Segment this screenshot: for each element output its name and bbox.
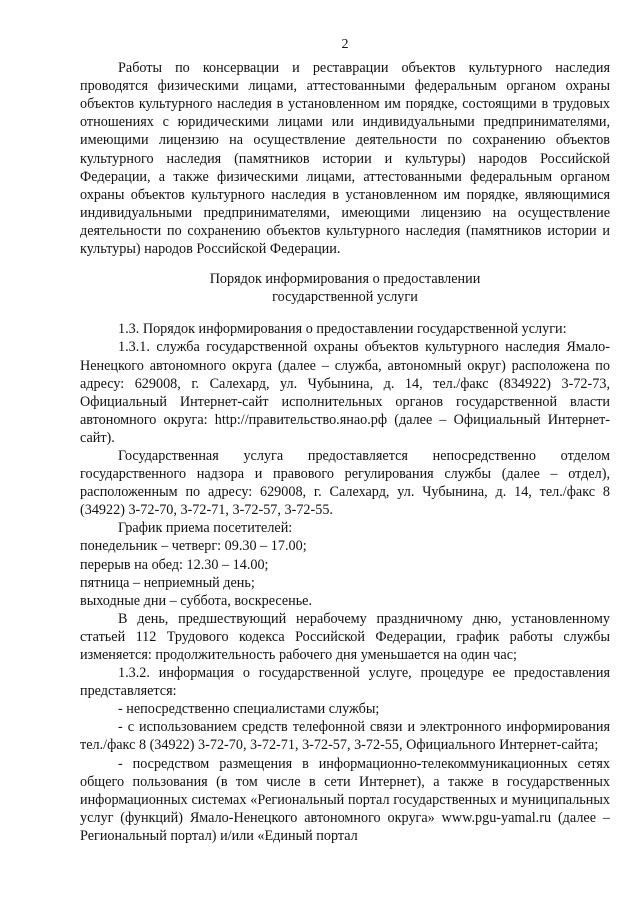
- visitor-schedule: [80, 519, 610, 609]
- page-number: 2: [341, 37, 349, 52]
- holiday-paragraph: В день, предшествующий нерабочему праздничному дню, установленному статьей 112 Трудового кодекса Российской Федерации, график работы службы изменяется: продолжительность рабочего дня уменьшается на один час;: [80, 610, 610, 663]
- item-1-3-1: 1.3.1. служба государственной охраны объектов культурного наследия Ямало-Ненецкого автономного округа (далее – служба, автономный округ) расположена по адресу: 629008, г. Салехард, ул. Чубынина, д. 14, тел./факс (834922) 3-72-73, Официальный Интернет-сайт исполнительных органов государственной власти автономного округа: http://правительство.янао.рф (далее – Официальный Интернет-сайт).: [80, 339, 610, 446]
- list-item: - с использованием средств телефонной связи и электронного информирования тел./факс 8 (34922) 3-72-70, 3-72-71, 3-72-57, 3-72-55, Официального Интернет-сайта;: [80, 719, 610, 754]
- schedule-line: выходные дни – суббота, воскресенье.: [80, 592, 313, 609]
- schedule-title: График приема посетителей:: [118, 520, 293, 537]
- schedule-line: перерыв на обед: 12.30 – 14.00;: [80, 556, 269, 573]
- item-1-3: 1.3. Порядок информирования о предоставлении государственной услуги:: [118, 321, 567, 338]
- schedule-line: пятница – неприемный день;: [80, 574, 255, 591]
- section-heading: [80, 270, 610, 306]
- info-channels-list: [80, 700, 610, 845]
- intro-paragraph: Работы по консервации и реставрации объектов культурного наследия проводятся физическими лицами, аттестованными федеральным органом охраны объектов культурного наследия в установленном им порядке, состоящими в трудовых отношениях с юридическими лицами или индивидуальными предпринимателями, имеющими лицензию на осуществление деятельности по сохранению объектов культурного наследия (памятников истории и культуры) народов Российской Федерации, а также физическими лицами, аттестованными федеральным органом охраны объектов культурного наследия в установленном им порядке, являющимися индивидуальными предпринимателями, имеющими лицензию на осуществление деятельности по сохранению объектов культурного наследия (памятников истории и культуры) народов Российской Федерации.: [80, 60, 610, 258]
- section-heading-line-1: Порядок информирования о предоставлении: [209, 271, 481, 288]
- section-heading-line-2: государственной услуги: [272, 289, 418, 306]
- item-1-3-2: 1.3.2. информация о государственной услуге, процедуре ее предоставления представляется:: [80, 665, 610, 700]
- service-paragraph: Государственная услуга предоставляется непосредственно отделом государственного надзора и правового регулирования службы (далее – отдел), расположенным по адресу: 629008, г. Салехард, ул. Чубынина, д. 14, тел./факс 8 (34922) 3-72-70, 3-72-71, 3-72-57, 3-72-55.: [80, 447, 610, 519]
- schedule-line: понедельник – четверг: 09.30 – 17.00;: [80, 538, 307, 555]
- list-item: - непосредственно специалистами службы;: [118, 701, 380, 718]
- list-item: - посредством размещения в информационно-телекоммуникационных сетях общего пользования (в том числе в сети Интернет), а также в государственных информационных системах «Региональный портал государственных и муниципальных услуг (функций) Ямало-Ненецкого автономного округа» www.pgu-yamal.ru (далее – Региональный портал) и/или «Единый портал: [80, 755, 610, 844]
